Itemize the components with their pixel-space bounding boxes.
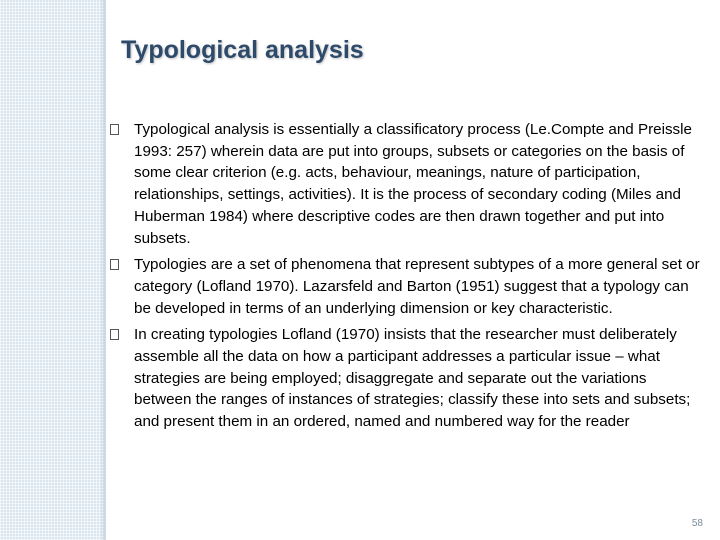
bullet-item [134,119,700,249]
bullet-text: Typologies are a set of phenomena that represent subtypes of a more general set or category (Lofland 1970). Lazarsfeld and Barton (1951) suggest that a typology can be developed in terms of an underlying dimension or key characteristic. [134,256,700,317]
bullet-item [134,324,700,433]
bullet-box-icon [110,124,119,135]
bullet-text: In creating typologies Lofland (1970) insists that the researcher must deliberately assemble all the data on how a participant addresses a particular issue – what strategies are being employed; disaggregate and separate out the variations between the ranges of instances of strategies; classify these into sets and subsets; and present them in an ordered, named and numbered way for the reader [134,326,691,431]
page-number: 58 [691,518,703,529]
bullet-box-icon [110,259,119,270]
bullet-item [134,254,700,319]
bullet-box-icon [110,329,119,340]
decorative-side-band [0,0,106,540]
bullet-text: Typological analysis is essentially a classificatory process (Le.Compte and Preissle 1993: 257) wherein data are put into groups, subsets or categories on the basis of some clear criterion (e.g. acts, behaviour, meanings, nature of participation, relationships, settings, activities). It is the process of secondary coding (Miles and Huberman 1984) where descriptive codes are then drawn together and put into subsets. [134,121,692,247]
slide-title: Typological analysis [121,36,364,64]
bullet-list [134,119,700,438]
